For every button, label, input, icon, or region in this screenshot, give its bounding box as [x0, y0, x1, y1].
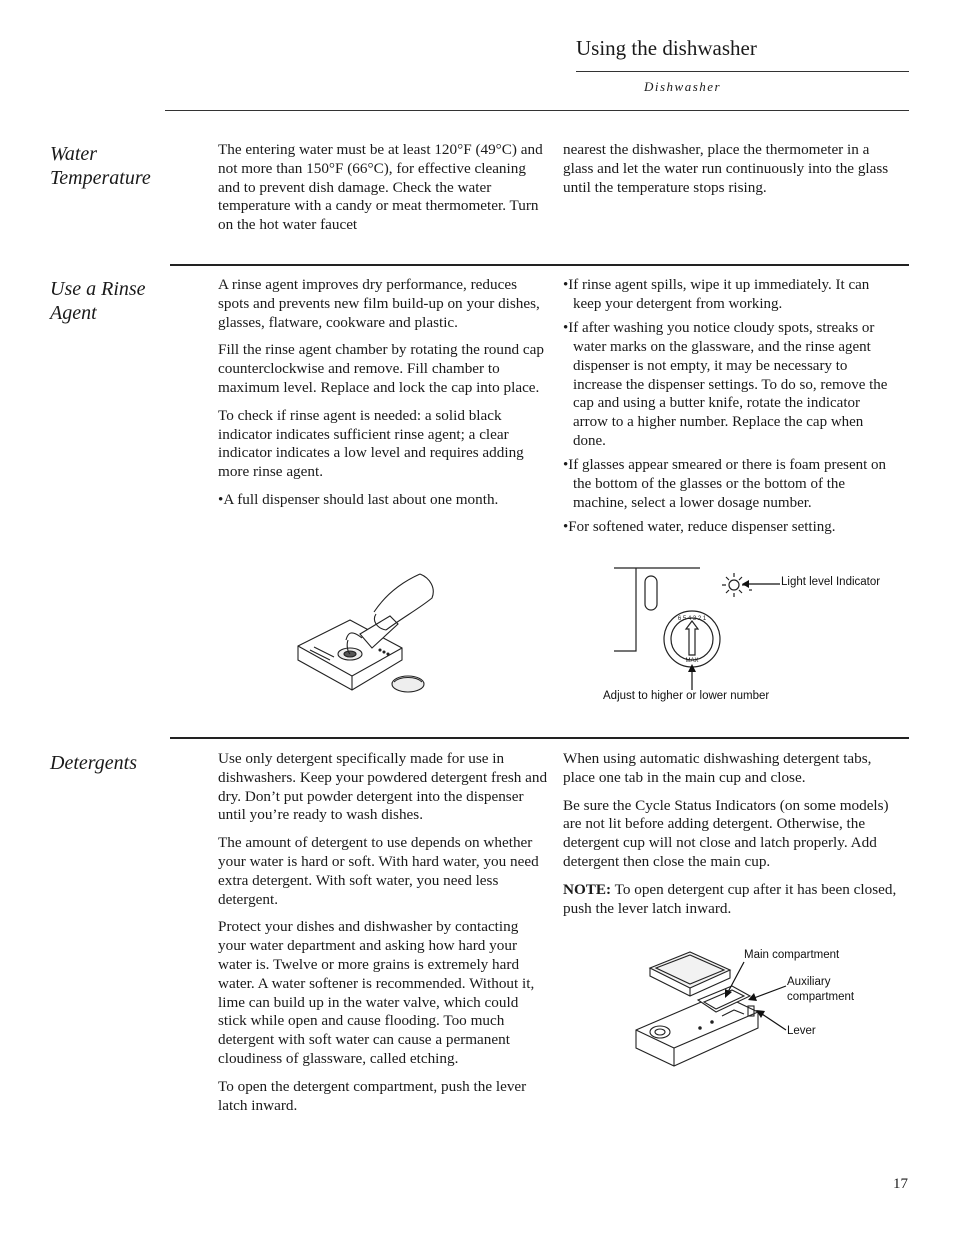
paragraph: When using automatic dishwashing detergent tabs, place one tab in the main cup and close.: [563, 750, 872, 786]
water-temperature-col2: nearest the dishwasher, place the thermometer in a glass and let the water run continuously into the glass until the temperature stops rising.: [563, 141, 889, 196]
dial-numbers: 6 5 4 3 2 1: [677, 616, 707, 622]
detergents-col1: [218, 750, 548, 1124]
main-compartment-arrow: [722, 960, 746, 1000]
page-subtitle: Dishwasher: [644, 79, 722, 94]
bullet-item: •If glasses appear smeared or there is foam present on the bottom of the glasses or the bottom of the machine, select a lower dosage number.: [563, 457, 887, 511]
bullet-item: •If after washing you notice cloudy spots, streaks or water marks on the glassware, and the rinse agent dispenser is not empty, it may be necessary to increase the dispenser settings. To do so, remove the cap and using a butter knife, rotate the indicator arrow to a higher number. Replace the cap when done.: [563, 320, 888, 449]
paragraph: To open the detergent compartment, push the lever latch inward.: [218, 1077, 527, 1114]
paragraph: Use only detergent specifically made for use in dishwashers. Keep your powdered detergent fresh and dry. Don’t put powder detergent into the dispenser until you’re ready to wash dishes.: [218, 750, 548, 824]
aux-compartment-label: Auxiliary compartment: [787, 976, 855, 1003]
water-temperature-heading: Water Temperature: [50, 143, 151, 189]
lever-arrow: [754, 1008, 788, 1034]
light-level-arrow: [740, 578, 782, 592]
note-paragraph: [563, 881, 898, 919]
detergents-col2: [563, 750, 898, 927]
note-text: To open detergent cup after it has been closed, push the lever latch inward.: [563, 880, 897, 917]
main-compartment-label: Main compartment: [744, 949, 840, 961]
paragraph: Be sure the Cycle Status Indicators (on some models) are not lit before adding detergent. Otherwise, the detergent cup will not close and latch properly. Add detergent then close the main cup.: [563, 796, 889, 870]
aux-compartment-arrow: [746, 982, 788, 1006]
bullet-item: •If rinse agent spills, wipe it up immediately. It can keep your detergent from working.: [563, 277, 870, 312]
page-number: 17: [893, 1176, 908, 1192]
section-divider: [170, 737, 909, 739]
top-divider: [165, 110, 909, 111]
rinse-agent-col1: [218, 276, 548, 519]
rinse-agent-heading: Use a Rinse Agent: [50, 278, 146, 324]
section-divider: [170, 264, 909, 266]
note-label: NOTE:: [563, 880, 612, 898]
dispenser-dial-illustration: [600, 563, 760, 673]
water-temperature-col1: The entering water must be at least 120°F (49°C) and not more than 150°F (66°C), for effective cleaning and to prevent dish damage. Check the water temperature with a candy or meat thermometer. Turn on the hot water faucet: [218, 141, 543, 234]
rinse-fill-illustration: [290, 568, 440, 698]
light-level-label: Light level Indicator: [781, 576, 881, 588]
bullet-item: •A full dispenser should last about one month.: [218, 490, 499, 508]
adjust-arrow: [685, 664, 699, 692]
paragraph: To check if rinse agent is needed: a solid black indicator indicates sufficient rinse agent; a clear indicator indicates a low level and requires adding more rinse agent.: [218, 406, 524, 481]
dial-max: MAX: [685, 658, 699, 664]
rinse-agent-col2: [563, 276, 898, 543]
adjust-label: Adjust to higher or lower number: [603, 690, 770, 702]
header-rule: [576, 71, 909, 72]
detergents-heading: Detergents: [50, 752, 138, 774]
lever-label: Lever: [787, 1025, 816, 1037]
page-title: Using the dishwasher: [576, 36, 757, 60]
paragraph: The amount of detergent to use depends on whether your water is hard or soft. With hard water, you need extra detergent. With soft water, you need less detergent.: [218, 834, 539, 908]
paragraph: A rinse agent improves dry performance, reduces spots and prevents new film build-up on your dishes, glasses, flatware, cookware and plastic.: [218, 276, 540, 331]
paragraph: Protect your dishes and dishwasher by contacting your water department and asking how hard your water is. Twelve or more grains is extremely hard water. A water softener is recommended. Without it, lime can build up in the water valve, which could stick while open and cause flooding. Too much detergent with soft water can cause a permanent cloudiness of glassware, called etching.: [218, 918, 535, 1067]
paragraph: Fill the rinse agent chamber by rotating the round cap counterclockwise and remove. Fill chamber to maximum level. Replace and lock the cap into place.: [218, 341, 545, 396]
bullet-item: •For softened water, reduce dispenser setting.: [563, 519, 836, 536]
